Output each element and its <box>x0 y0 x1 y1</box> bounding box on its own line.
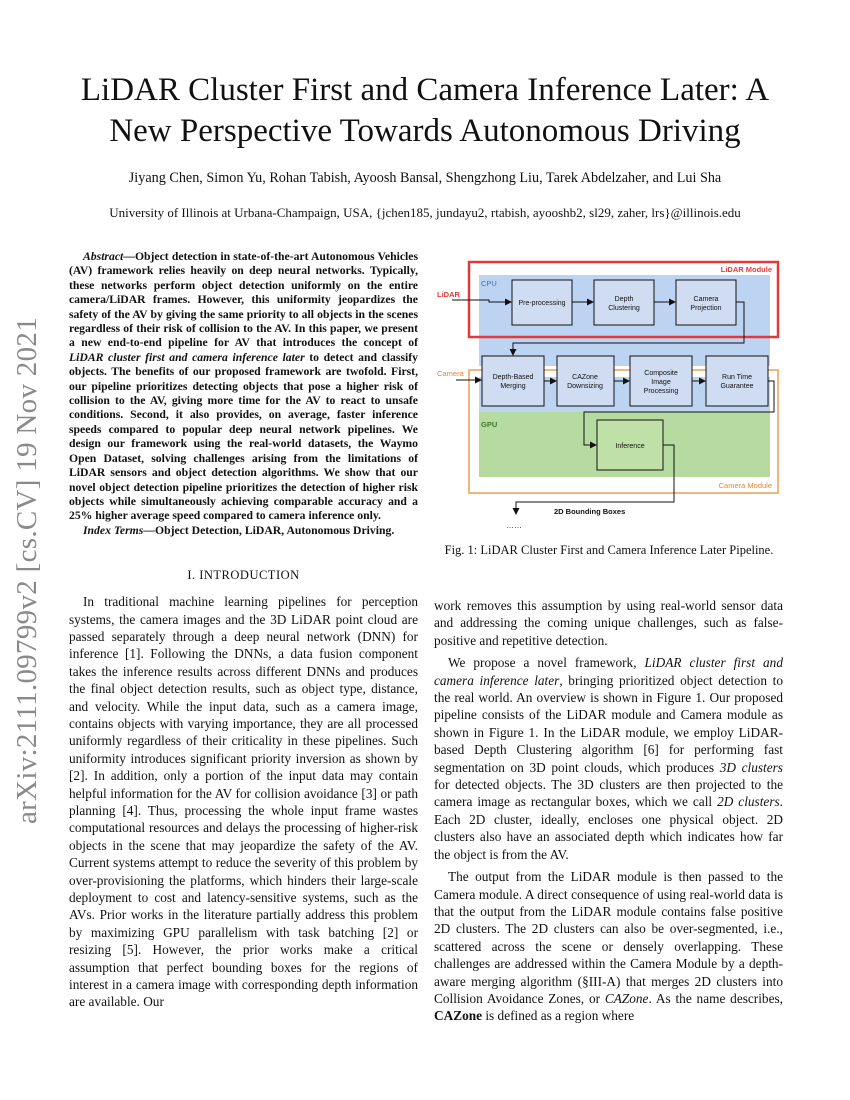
intro-paragraph: In traditional machine learning pipelines for perception systems, the camera images and the 3D LiDAR point cloud are passed separately through a deep neural network (DNN) for inference [1]. Following the DNNs, a data fusion component takes the inference results across different DNNs and produces the final object detection results, such as object type, distance, and velocity. While the input data, such as a camera image, contains objects with varying importance, they are all processed uniformly regardless of their criticality in these pipelines. Such uniformity introduces significant priority inversion as shown by [2]. In addition, only a portion of the input data may contain helpful information for the AV for collision avoidance [3] or path planning [4]. Thus, processing the whole input frame wastes computational resources and delays the processing of higher-risk objects in the scene that may jeopardize the safety of the AV. Current systems attempt to reduce the severity of this problem by over-provisioning the platforms, which hinders their large-scale deployment to cost and latency-sensitive systems, such as the AVs. Prior works in the literature partially address this problem by maximizing GPU parallelism with task batching [2] or resizing [5]. However, the prior works make a critical assumption that perfect bounding boxes for the regions of interest in a camera image with corresponding depth information are available. Our <box>69 594 418 1010</box>
output-label: 2D Bounding Boxes <box>554 507 626 516</box>
abstract-text-2: to detect and classify objects. The benefits of our proposed framework are twofold. First, our pipeline prioritizes detecting objects that pose a higher risk of collision to the AV, giving more time for the AV to react to unsafe conditions. Second, it also provides, on average, faster inference speeds compared to popular deep neural network pipelines. We design our framework using the real-world datasets, the Waymo Open Dataset, solving challenges arising from the limitations of LiDAR sensors and object detection algorithms. We show that our novel object detection pipeline prioritizes the detection of higher risk objects while simultaneously achieving comparable accuracy and a 25% higher average speed compared to camera inference only. <box>69 350 418 523</box>
index-terms-dash: — <box>143 523 155 537</box>
depth-merging-label-2: Merging <box>500 383 526 390</box>
right-paragraph-2 <box>434 654 783 863</box>
depth-clustering-label-2: Clustering <box>608 305 640 312</box>
abstract-label: Abstract <box>83 250 124 263</box>
runtime-label-2: Guarantee <box>720 383 754 390</box>
p2-emphasis-1: LiDAR cluster first and camera inference later <box>434 655 783 688</box>
abstract <box>69 250 418 524</box>
gpu-label: GPU <box>481 420 498 429</box>
arxiv-id: arXiv:2111.09799v2 [cs.CV] 19 Nov 2021 <box>11 316 44 824</box>
abstract-emphasis: LiDAR cluster first and camera inference later <box>69 350 305 364</box>
camera-projection-label-2: Projection <box>690 305 722 312</box>
figure-caption: Fig. 1: LiDAR Cluster First and Camera Inference Later Pipeline. <box>444 543 774 557</box>
p3-text-c: is defined as a region where <box>482 1008 635 1024</box>
cazone-box <box>557 356 614 406</box>
p3-strong: CAZone <box>434 1008 483 1024</box>
p3-emphasis: CAZone <box>604 990 649 1006</box>
p2-emphasis-2: 3D clusters <box>719 759 783 775</box>
abstract-dash: — <box>123 250 135 263</box>
affiliation: University of Illinois at Urbana-Champaign, USA, {jchen185, jundayu2, rtabish, ayooshb2, sl29, zaher, lrs}@illinois.edu <box>109 205 741 220</box>
right-paragraph-3 <box>434 868 783 1025</box>
index-terms-label: Index Terms <box>83 523 144 537</box>
lidar-input-label: LiDAR <box>437 290 460 299</box>
pipeline-diagram <box>434 252 784 534</box>
composite-label-3: Processing <box>643 388 679 395</box>
index-terms <box>69 524 418 538</box>
p2-emphasis-3: 2D clusters <box>717 794 780 810</box>
depth-merging-box <box>482 356 544 406</box>
cazone-label-1: CAZone <box>572 374 598 381</box>
depth-merging-label-1: Depth-Based <box>492 374 534 381</box>
camera-input-label: Camera <box>437 369 464 378</box>
cazone-label-2: Downsizing <box>567 383 603 390</box>
p2-text-b: , bringing prioritized object detection to the real world. An overview is shown in Figure 1. Our proposed pipeline consists of the LiDAR module and Camera module as shown in Figure 1. In the LiDAR module, we employ LiDAR-based Depth Clustering algorithm [6] for performing fast segmentation on 3D point clouds, which produces <box>434 672 783 775</box>
lidar-module-label: LiDAR Module <box>720 265 772 274</box>
section-heading: I. INTRODUCTION <box>187 568 300 583</box>
left-column <box>69 250 418 1011</box>
author-list: Jiyang Chen, Simon Yu, Rohan Tabish, Ayoosh Bansal, Shengzhong Liu, Tarek Abdelzaher, and Lui Sha <box>128 170 722 186</box>
runtime-label-1: Run Time <box>722 374 752 381</box>
index-terms-text: Object Detection, LiDAR, Autonomous Driving. <box>154 523 395 537</box>
paper-title: LiDAR Cluster First and Camera Inference Later: A New Perspective Towards Autonomous Driving <box>80 72 770 149</box>
runtime-box <box>706 356 768 406</box>
camera-projection-label-1: Camera <box>693 296 719 303</box>
composite-label-1: Composite <box>644 370 678 377</box>
p3-text-b: . As the name describes, <box>648 990 783 1006</box>
abstract-text-1: Object detection in state-of-the-art Autonomous Vehicles (AV) framework relies heavily on deep neural networks. Typically, these networks perform object detection uniformly on the entire camera/LiDAR frames. However, this uniformity jeopardizes the safety of the AV by giving the same priority to all objects in the scenes regardless of their risk of collision to the AV. In this paper, we present a new end-to-end pipeline for AV that introduces the concept of <box>69 250 418 350</box>
output-ellipsis: …… <box>506 521 522 530</box>
depth-clustering-label-1: Depth <box>614 296 634 303</box>
preprocessing-label: Pre-processing <box>518 300 566 307</box>
right-paragraph-1: work removes this assumption by using real-world sensor data and addressing the coming unique challenges, such as false-positive and repetitive detection. <box>434 598 783 648</box>
composite-label-2: Image <box>651 379 671 386</box>
p2-text-c: for detected objects. The 3D clusters are then projected to the camera image as rectangular boxes, which we call <box>434 777 783 810</box>
right-column <box>434 597 783 1025</box>
p2-text-d: . Each 2D cluster, ideally, encloses one physical object. 2D clusters also have an associated depth which indicates how far the object is from the AV. <box>434 794 783 862</box>
pipeline-figure <box>434 252 784 534</box>
p2-text-a: We propose a novel framework, <box>448 655 645 671</box>
p3-text-a: The output from the LiDAR module is then passed to the Camera module. A direct consequence of using real-world data is that the output from the LiDAR module contains false positive 2D clusters. The 2D clusters can also be over-segmented, i.e., scattered across the scene or densely overlapping. These challenges are addressed within the Camera Module by a depth-aware merging algorithm (§III-A) that merges 2D clusters into Collision Avoidance Zones, or <box>434 869 783 1006</box>
cpu-label: CPU <box>481 279 497 288</box>
camera-module-label: Camera Module <box>718 481 772 490</box>
arxiv-watermark <box>3 290 53 850</box>
inference-label: Inference <box>615 443 645 450</box>
